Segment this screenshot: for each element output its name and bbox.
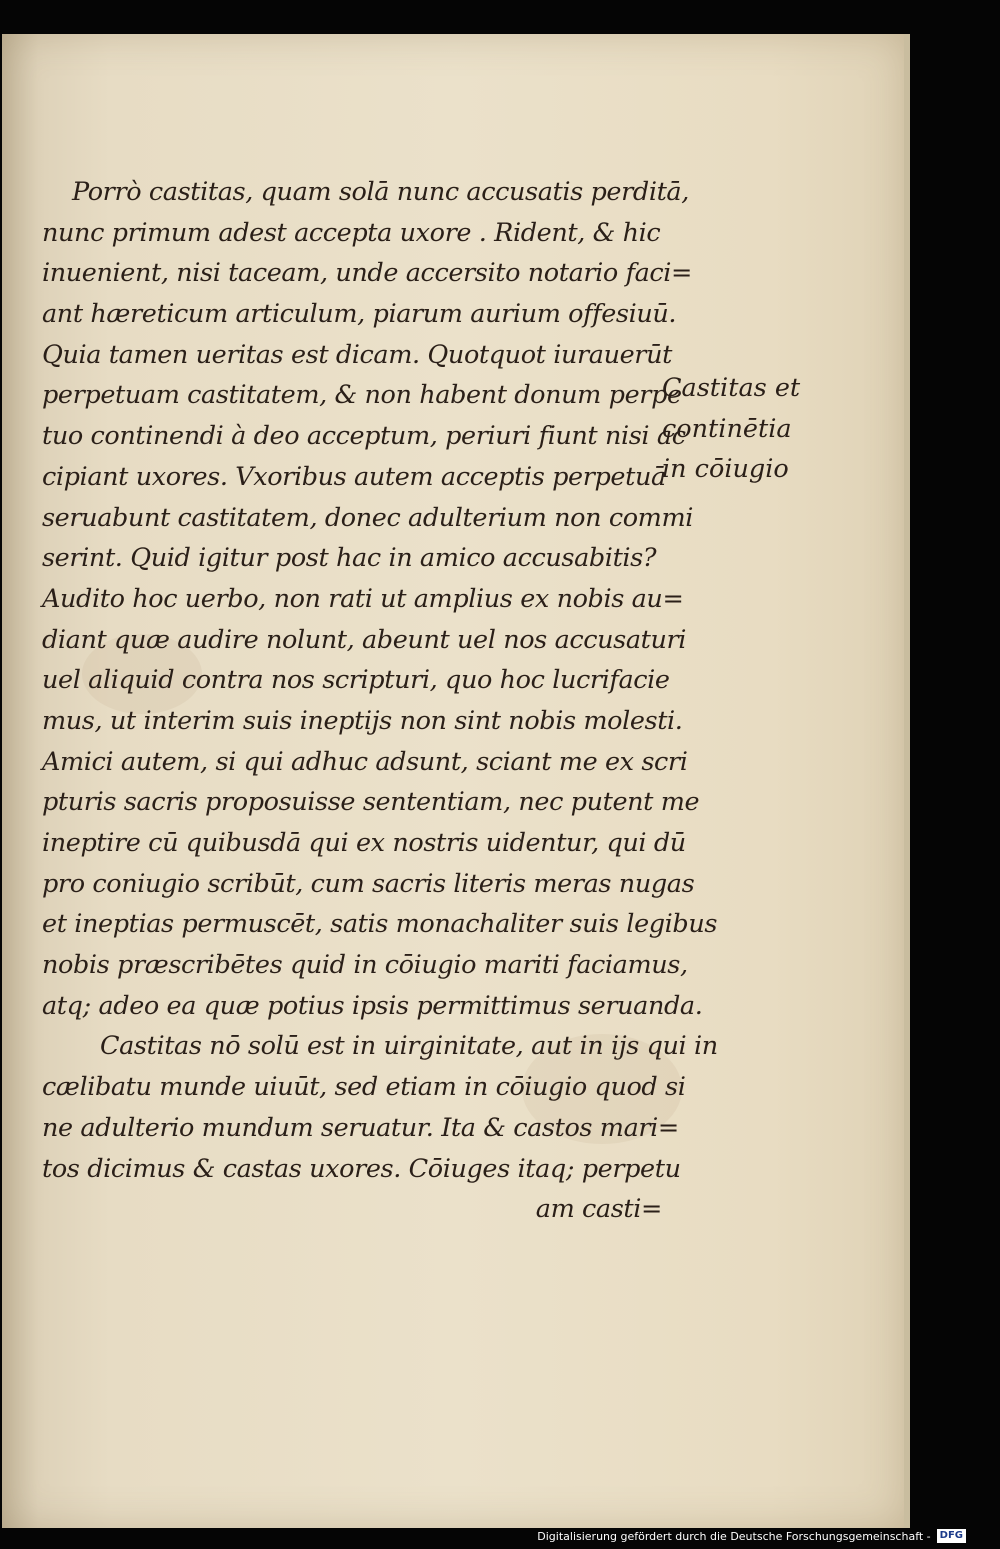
marginal-note [662, 368, 822, 490]
text-line: serint. Quid igitur post hac in amico accusabitis? [42, 543, 657, 574]
page-edge [904, 34, 910, 1528]
text-line: cipiant uxores. Vxoribus autem acceptis perpetuā [42, 461, 666, 492]
dfg-logo: DFG [937, 1529, 966, 1543]
marginal-line: in cōiugio [662, 454, 789, 485]
text-line: mus, ut interim suis ineptijs non sint nobis molesti. [42, 705, 683, 736]
text-line: tuo continendi à deo acceptum, periuri fiunt nisi ac [42, 421, 686, 452]
text-line: ant hæreticum articulum, piarum aurium offesiuū. [42, 299, 677, 330]
text-line: cælibatu munde uiuūt, sed etiam in cōiugio quod si [42, 1072, 686, 1103]
text-line: seruabunt castitatem, donec adulterium non commi [42, 502, 693, 533]
text-line: pturis sacris proposuisse sententiam, nec putent me [42, 787, 700, 818]
main-text [42, 172, 718, 1230]
text-line: perpetuam castitatem, & non habent donum perpe [42, 380, 682, 411]
text-line: nobis præscribētes quid in cōiugio mariti faciamus, [42, 950, 688, 981]
text-line: ineptire cū quibusdā qui ex nostris uidentur, qui dū [42, 828, 686, 858]
catchword: am casti= [535, 1194, 662, 1225]
text-line: nunc primum adest accepta uxore . Rident, & hic [42, 217, 661, 248]
text-line: inuenient, nisi taceam, unde accersito notario faci= [42, 258, 693, 289]
text-line: Amici autem, si qui adhuc adsunt, sciant me ex scri [42, 746, 688, 777]
marginal-line: continētia [662, 413, 792, 444]
text-line: Porrò castitas, quam solā nunc accusatis perditā, [72, 177, 689, 207]
text-line: Castitas nō solū est in uirginitate, aut in ijs qui in [100, 1031, 718, 1062]
text-line: pro coniugio scribūt, cum sacris literis meras nugas [42, 868, 695, 899]
book-page [2, 34, 906, 1528]
text-line: uel aliquid contra nos scripturi, quo hoc lucrifacie [42, 665, 670, 696]
text-line: tos dicimus & castas uxores. Cōiuges itaq; perpetu [42, 1153, 681, 1184]
footer-credit: Digitalisierung gefördert durch die Deutsche Forschungsgemeinschaft - [537, 1529, 931, 1543]
text-line: diant quæ audire nolunt, abeunt uel nos accusaturi [42, 624, 687, 655]
text-line: Audito hoc uerbo, non rati ut amplius ex nobis au= [42, 583, 684, 614]
text-line: ne adulterio mundum seruatur. Ita & castos mari= [42, 1112, 679, 1143]
text-line: atq; adeo ea quæ potius ipsis permittimus seruanda. [42, 990, 703, 1021]
marginal-line: Castitas et [662, 373, 801, 403]
digitization-footer [537, 1529, 966, 1543]
text-line: et ineptias permuscēt, satis monachaliter suis legibus [42, 909, 718, 940]
text-line: Quia tamen ueritas est dicam. Quotquot iurauerūt [42, 339, 672, 370]
